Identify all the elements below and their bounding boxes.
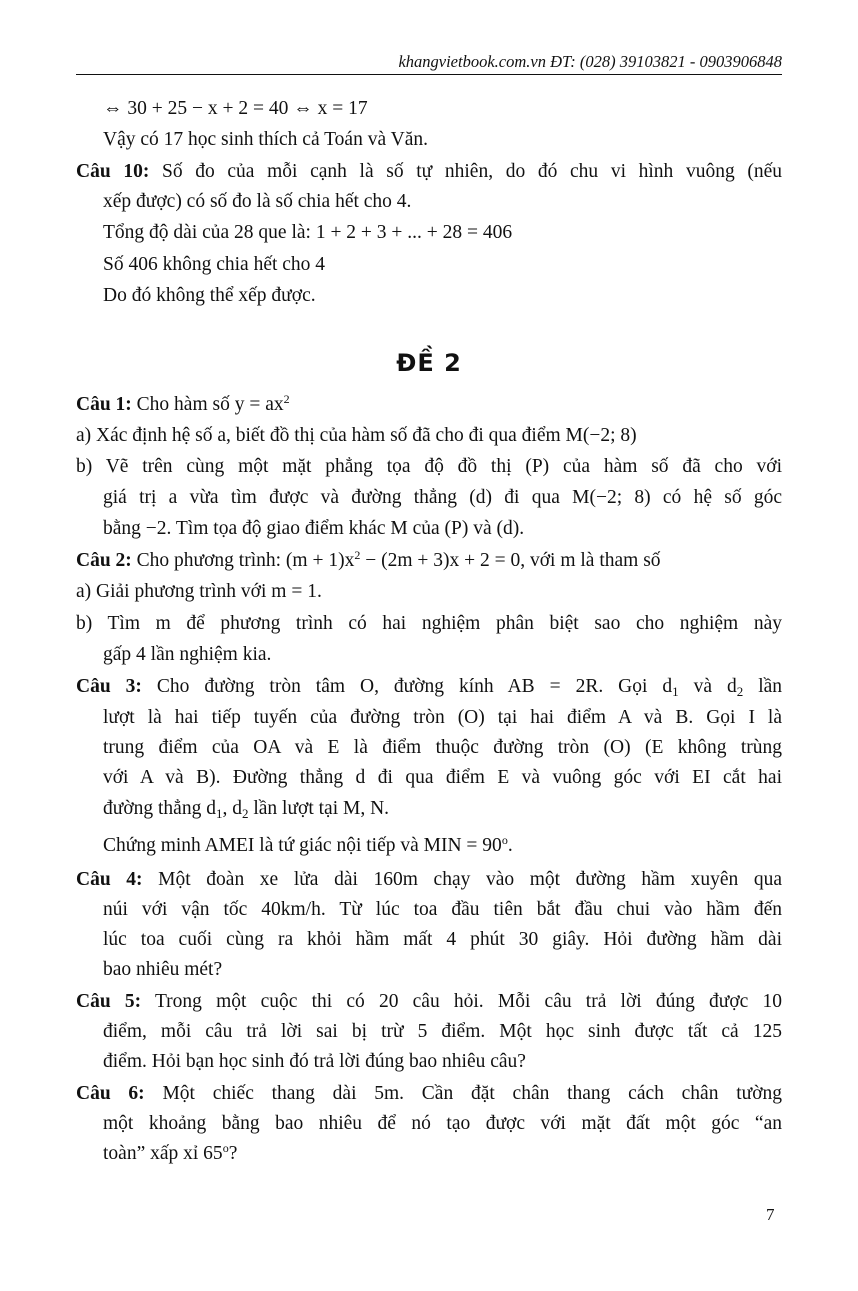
q4-line-1 bbox=[76, 865, 782, 896]
question-label: Câu 4: bbox=[76, 869, 143, 890]
q2-part-b-1: b) Tìm m để phương trình có hai nghiệm phân biệt sao cho nghiệm này bbox=[76, 613, 782, 634]
q4-line-2: núi với vận tốc 40km/h. Từ lúc toa đầu tiên bắt đầu chui vào hầm đến bbox=[103, 899, 782, 920]
question-label: Câu 5: bbox=[76, 991, 142, 1012]
text: − (2m + 3)x + 2 = 0, với m là tham số bbox=[360, 550, 661, 571]
q5-line-1 bbox=[76, 987, 782, 1018]
subscript: 1 bbox=[672, 684, 679, 699]
q1-part-b-3: bằng −2. Tìm tọa độ giao điểm khác M của (P) và (d). bbox=[103, 518, 525, 539]
q3-line-4: với A và B). Đường thẳng d đi qua điểm E và vuông góc với EI cắt hai bbox=[103, 767, 782, 788]
text: lần bbox=[743, 676, 783, 697]
q2-stem bbox=[76, 546, 782, 577]
question-label: Câu 6: bbox=[76, 1083, 145, 1104]
cau10-line-5: Do đó không thể xếp được. bbox=[103, 285, 316, 306]
text: Số đo của mỗi cạnh là số tự nhiên, do đó chu vi hình vuông (nếu bbox=[161, 161, 783, 182]
q1-stem bbox=[76, 390, 782, 421]
superscript: 2 bbox=[283, 392, 290, 406]
q3-line-3: trung điểm của OA và E là điểm thuộc đường tròn (O) (E không trùng bbox=[103, 737, 782, 758]
q1-part-b-1: b) Vẽ trên cùng một mặt phẳng tọa độ đồ thị (P) của hàm số đã cho với bbox=[76, 456, 782, 477]
q5-line-2: điểm, mỗi câu trả lời sai bị trừ 5 điểm. Một học sinh được tất cả 125 bbox=[103, 1021, 782, 1042]
q5-line-3: điểm. Hỏi bạn học sinh đó trả lời đúng bao nhiêu câu? bbox=[103, 1051, 526, 1072]
text: Trong một cuộc thi có 20 câu hỏi. Mỗi câu trả lời đúng được 10 bbox=[154, 991, 783, 1012]
q6-line-1 bbox=[76, 1079, 782, 1110]
q4-line-3: lúc toa cuối cùng ra khỏi hầm mất 4 phút 30 giây. Hỏi đường hầm dài bbox=[103, 929, 782, 950]
q3-line-5 bbox=[103, 794, 782, 825]
equation-line: ⇔ 30 + 25 − x + 2 = 40 ⇔ x = 17 bbox=[103, 98, 368, 119]
superscript: o bbox=[501, 833, 508, 847]
text: Một đoàn xe lửa dài 160m chạy vào một đường hầm xuyên qua bbox=[158, 869, 783, 890]
q3-line-2: lượt là hai tiếp tuyến của đường tròn (O) tại hai điểm A và B. Gọi I là bbox=[103, 707, 782, 728]
subscript: 2 bbox=[241, 806, 249, 821]
page-number: 7 bbox=[766, 1205, 775, 1224]
question-label: Câu 3: bbox=[76, 676, 142, 697]
q1-part-b-2: giá trị a vừa tìm được và đường thẳng (d) đi qua M(−2; 8) có hệ số góc bbox=[103, 487, 782, 508]
q3-line-1 bbox=[76, 672, 782, 703]
q2-part-a: a) Giải phương trình với m = 1. bbox=[76, 581, 322, 602]
section-title: ĐỀ 2 bbox=[396, 349, 462, 377]
text: . bbox=[507, 835, 513, 856]
text: Một chiếc thang dài 5m. Cần đặt chân thang cách chân tường bbox=[162, 1083, 783, 1104]
text: Cho đường tròn tâm O, đường kính AB = 2R. Gọi d bbox=[156, 676, 673, 697]
text: , d bbox=[222, 798, 242, 819]
question-label: Câu 2: bbox=[76, 550, 132, 571]
cau10-line-4: Số 406 không chia hết cho 4 bbox=[103, 254, 326, 275]
text: ? bbox=[228, 1143, 238, 1164]
conclusion-line: Vậy có 17 học sinh thích cả Toán và Văn. bbox=[103, 129, 428, 150]
text: và d bbox=[678, 676, 737, 697]
q4-line-4: bao nhiêu mét? bbox=[103, 959, 223, 980]
q6-line-3 bbox=[103, 1139, 782, 1170]
superscript: 2 bbox=[354, 548, 361, 562]
question-label: Câu 1: bbox=[76, 394, 132, 415]
question-label: Câu 10: bbox=[76, 161, 150, 182]
text: lần lượt tại M, N. bbox=[248, 798, 390, 819]
text: Chứng minh AMEI là tứ giác nội tiếp và MIN = 90 bbox=[103, 835, 502, 856]
subscript: 1 bbox=[215, 806, 223, 821]
subscript: 2 bbox=[736, 684, 744, 699]
cau10-line-3: Tổng độ dài của 28 que là: 1 + 2 + 3 + ... + 28 = 406 bbox=[103, 222, 513, 243]
q3-line-6 bbox=[103, 831, 782, 862]
q1-part-a: a) Xác định hệ số a, biết đồ thị của hàm số đã cho đi qua điểm M(−2; 8) bbox=[76, 425, 637, 446]
q2-part-b-2: gấp 4 lần nghiệm kia. bbox=[103, 644, 272, 665]
q6-line-2: một khoảng bằng bao nhiêu để nó tạo được với mặt đất một góc “an bbox=[103, 1113, 782, 1134]
text: toàn” xấp xỉ 65 bbox=[103, 1143, 223, 1164]
running-header: khangvietbook.com.vn ĐT: (028) 39103821 - 0903906848 bbox=[76, 52, 782, 75]
text: Cho phương trình: (m + 1)x bbox=[136, 550, 355, 571]
cau10-line-2: xếp được) có số đo là số chia hết cho 4. bbox=[103, 191, 412, 212]
text: Cho hàm số y = ax bbox=[136, 394, 284, 415]
text: đường thẳng d bbox=[103, 798, 216, 819]
cau10-line-1 bbox=[76, 157, 782, 188]
superscript: o bbox=[222, 1141, 229, 1155]
